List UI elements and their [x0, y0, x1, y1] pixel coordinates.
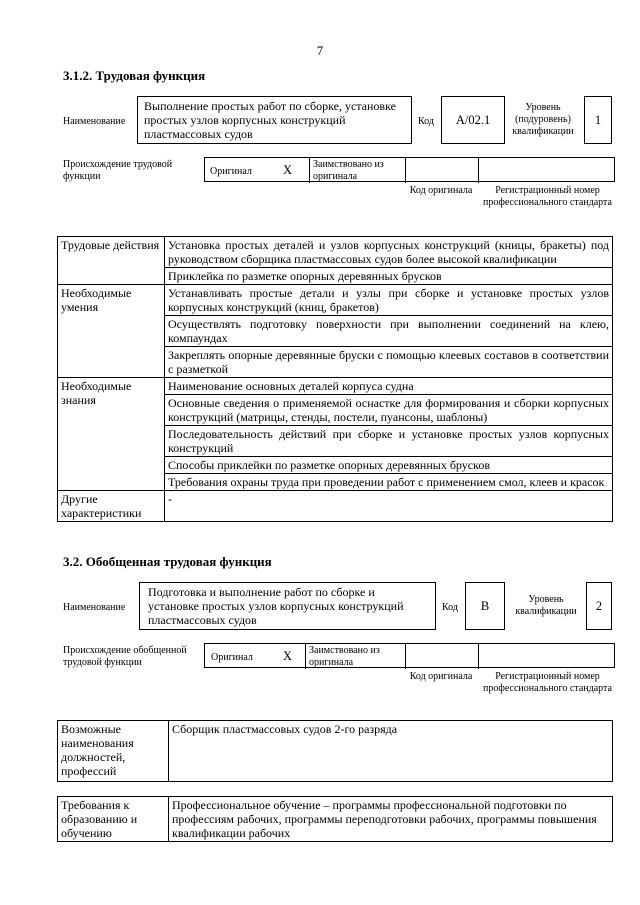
- labor-actions-label: Трудовые действия: [58, 237, 165, 285]
- function-name-box: [137, 96, 412, 144]
- divider: [405, 644, 406, 669]
- table-cell: Закреплять опорные деревянные бруски с помощью клеевых составов в соответствии с разметкой: [165, 347, 613, 378]
- page-number: 7: [316, 44, 324, 58]
- borrowed-label: Заимствовано из оригинала: [313, 159, 384, 182]
- borrowed-label: Заимствовано из оригинала: [309, 645, 380, 668]
- original-mark: X: [283, 163, 293, 177]
- level-value: 2: [595, 599, 603, 613]
- table-cell: Устанавливать простые детали и узлы при сборке и установке простых узлов корпусных конструкций (книц, бракетов): [165, 285, 613, 316]
- skills-label: Необходимые умения: [58, 285, 165, 378]
- other-label: Другие характеристики: [58, 491, 165, 522]
- divider: [478, 644, 479, 669]
- code-value: B: [480, 599, 490, 613]
- origin-label: Происхождение обобщенной трудовой функции: [63, 645, 187, 668]
- section-title: 3.1.2. Трудовая функция: [63, 68, 206, 83]
- reg-number-label: Регистрационный номер профессионального стандарта: [483, 671, 612, 694]
- level-label: Уровень квалификации: [515, 594, 577, 617]
- code-value: A/02.1: [455, 113, 491, 127]
- origin-row: [204, 157, 615, 182]
- original-label: Оригинал: [210, 166, 252, 177]
- function-details-table: [57, 236, 613, 522]
- code-box: [465, 582, 505, 630]
- name-label: Наименование: [63, 116, 126, 127]
- code-box: [441, 96, 505, 144]
- education-table: [57, 796, 613, 842]
- table-cell: Основные сведения о применяемой оснастке для формирования и сборки корпусных конструкций (матрицы, стенды, постели, пуансоны, шаблоны): [165, 395, 613, 426]
- generalized-function-name-box: [139, 582, 436, 630]
- divider: [309, 158, 310, 183]
- education-value: Профессиональное обучение – программы профессиональной подготовки по профессиям рабочих, программы переподготовки рабочих, программы повышения квалификации рабочих: [169, 797, 613, 842]
- generalized-function-name: Подготовка и выполнение работ по сборке и установке простых узлов корпусных конструкций пластмассовых судов: [148, 585, 404, 627]
- table-cell: Наименование основных деталей корпуса судна: [165, 378, 613, 395]
- positions-table: [57, 720, 613, 782]
- education-label: Требования к образованию и обучению: [58, 797, 169, 842]
- divider: [478, 158, 479, 183]
- code-original-label: Код оригинала: [409, 671, 473, 682]
- positions-value: Сборщик пластмассовых судов 2-го разряда: [169, 721, 613, 782]
- code-original-label: Код оригинала: [409, 185, 473, 196]
- code-label: Код: [418, 116, 434, 127]
- code-label: Код: [442, 602, 458, 613]
- section-title: 3.2. Обобщенная трудовая функция: [63, 554, 272, 569]
- original-label: Оригинал: [211, 652, 253, 663]
- table-cell: -: [165, 491, 613, 522]
- table-cell: Приклейка по разметке опорных деревянных брусков: [165, 268, 613, 285]
- table-cell: Способы приклейки по разметке опорных деревянных брусков: [165, 457, 613, 474]
- table-cell: Осуществлять подготовку поверхности при выполнении соединений на клею, компаундах: [165, 316, 613, 347]
- table-cell: Требования охраны труда при проведении работ с применением смол, клеев и красок: [165, 474, 613, 491]
- origin-label: Происхождение трудовой функции: [63, 159, 173, 182]
- divider: [405, 158, 406, 183]
- table-cell: Установка простых деталей и узлов корпусных конструкций (кницы, бракеты) под руководством сборщика пластмассовых судов более высокой квалификации: [165, 237, 613, 268]
- name-label: Наименование: [63, 602, 126, 613]
- origin-row: [204, 643, 615, 668]
- level-box: [584, 96, 612, 144]
- knowledge-label: Необходимые знания: [58, 378, 165, 491]
- reg-number-label: Регистрационный номер профессионального стандарта: [483, 185, 612, 208]
- positions-label: Возможные наименования должностей, профессий: [58, 721, 169, 782]
- divider: [305, 644, 306, 669]
- level-value: 1: [594, 113, 602, 127]
- function-name: Выполнение простых работ по сборке, установке простых узлов корпусных конструкций пластмассовых судов: [144, 99, 396, 141]
- level-box: [586, 582, 612, 630]
- level-label: Уровень (подуровень) квалификации: [512, 102, 574, 137]
- table-cell: Последовательность действий при сборке и установке простых узлов корпусных конструкций: [165, 426, 613, 457]
- original-mark: X: [283, 649, 293, 663]
